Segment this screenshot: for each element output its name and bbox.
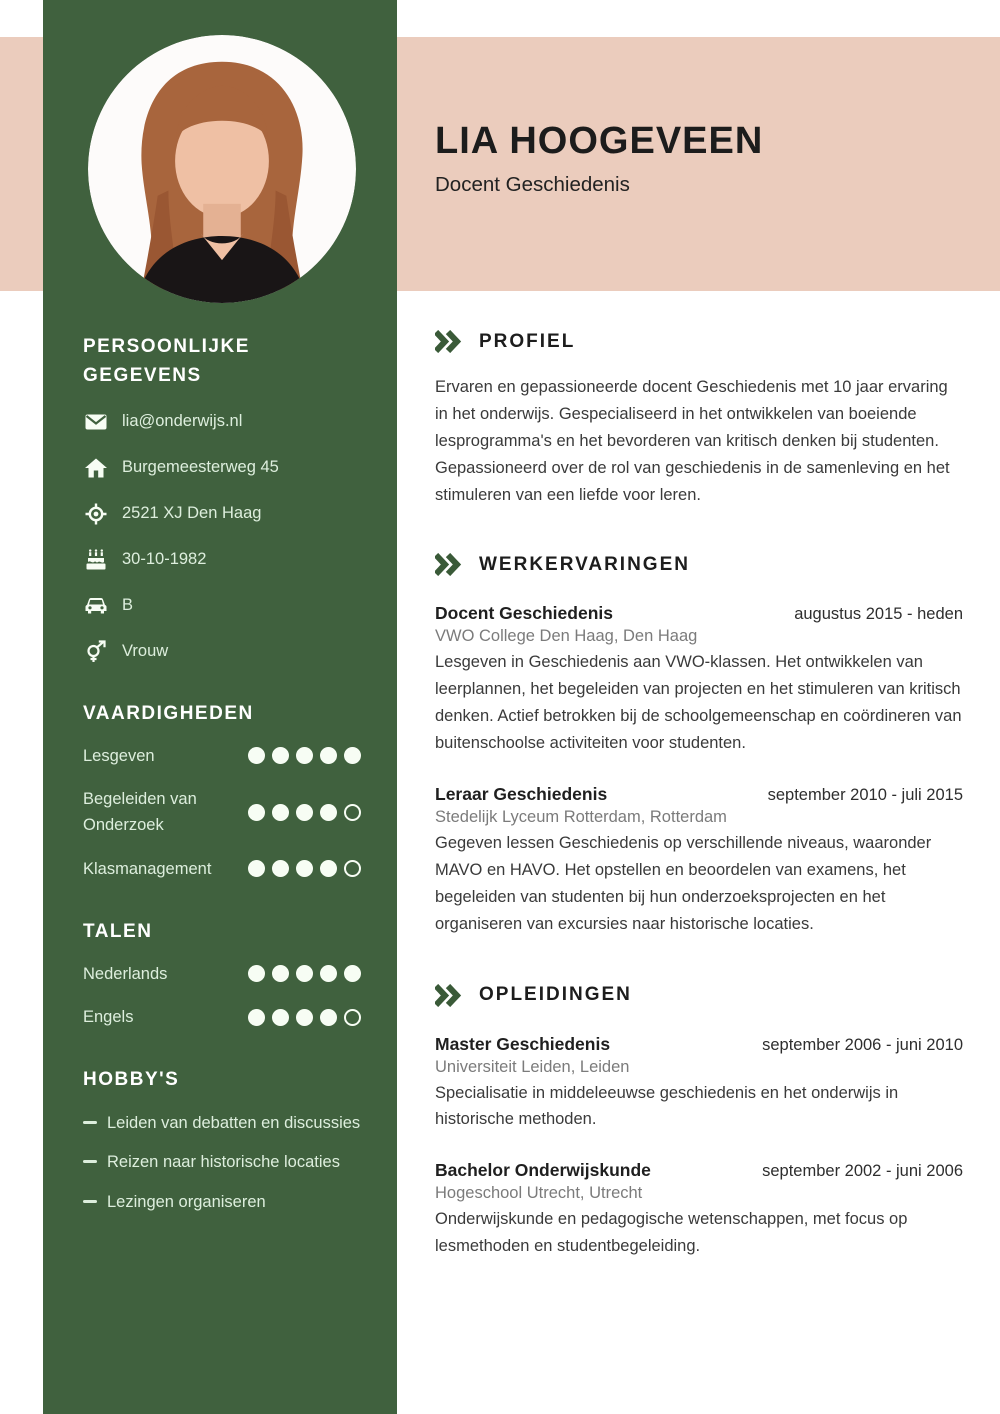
entry-header (435, 1160, 963, 1181)
education-section (435, 984, 963, 1261)
entry-header (435, 603, 963, 624)
rating-dot-filled (272, 965, 289, 982)
education-heading: OPLEIDINGEN (479, 984, 632, 1006)
rating-dot-filled (272, 747, 289, 764)
language-row (83, 961, 361, 987)
profile-section (435, 330, 963, 508)
hobby-label: Leiden van debatten en discussies (107, 1113, 361, 1132)
rating-dot-filled (272, 1009, 289, 1026)
hobby-label: Lezingen organiseren (107, 1192, 266, 1211)
profile-text: Ervaren en gepassioneerde docent Geschiedenis met 10 jaar ervaring in het onderwijs. Gespecialiseerd in het ontwikkelen van boeiende lesprogramma's en het bevorderen van kritisch denken bij studenten. Gepassioneerd over de rol van geschiedenis in de samenleving en het stimuleren van een liefde voor leren. (435, 378, 950, 504)
sidebar (43, 0, 397, 1414)
birthday-cake-icon (83, 547, 109, 573)
entry-title: Bachelor Onderwijskunde (435, 1160, 651, 1181)
entry-organization: Hogeschool Utrecht, Utrecht (435, 1184, 643, 1203)
education-entry (435, 1034, 963, 1134)
skill-rating (248, 804, 361, 821)
languages-heading: TALEN (83, 921, 153, 943)
rating-dot-filled (296, 747, 313, 764)
birthdate-value: 30-10-1982 (122, 550, 207, 568)
contact-item-license (83, 590, 361, 621)
language-rating (248, 1009, 361, 1026)
rating-dot-filled (320, 965, 337, 982)
rating-dot-filled (344, 747, 361, 764)
rating-dot-filled (248, 804, 265, 821)
header (435, 120, 965, 197)
profile-section-header (435, 330, 963, 353)
job-title: Docent Geschiedenis (435, 172, 630, 196)
entry-title: Master Geschiedenis (435, 1033, 611, 1054)
rating-dot-filled (320, 1009, 337, 1026)
experience-section-header (435, 553, 963, 576)
dash-bullet-icon (83, 1121, 97, 1124)
skill-rating (248, 860, 361, 877)
gender-value: Vrouw (122, 642, 169, 660)
entry-organization: Stedelijk Lyceum Rotterdam, Rotterdam (435, 808, 727, 827)
entry-description: Gegeven lessen Geschiedenis op verschillende niveaus, waaronder MAVO en HAVO. Het opstellen en beoordelen van examens, het begeleiden van studenten bij hun onderzoeksprojecten en het organiseren van excursies naar historische locaties. (435, 834, 932, 933)
entry-period: september 2010 - juli 2015 (767, 786, 963, 805)
entry-title: Leraar Geschiedenis (435, 784, 608, 805)
address-value: Burgemeesterweg 45 (122, 458, 279, 476)
contact-item-address (83, 452, 361, 483)
skill-row (83, 743, 361, 769)
rating-dot-filled (344, 965, 361, 982)
skills-section (83, 700, 361, 882)
double-chevron-icon (435, 330, 462, 353)
profile-heading: PROFIEL (479, 330, 576, 352)
entry-description: Specialisatie in middeleeuwse geschiedenis en het onderwijs in historische methoden. (435, 1083, 899, 1129)
rating-dot-filled (296, 860, 313, 877)
skill-row (83, 856, 361, 882)
contact-item-gender (83, 636, 361, 667)
hobby-item (83, 1111, 361, 1137)
entry-header (435, 784, 963, 805)
rating-dot-filled (296, 1009, 313, 1026)
experience-section (435, 553, 963, 937)
email-value: lia@onderwijs.nl (122, 412, 243, 430)
home-icon (83, 455, 109, 481)
dash-bullet-icon (83, 1160, 97, 1163)
rating-dot-empty (344, 860, 361, 877)
hobby-item (83, 1150, 361, 1176)
entry-period: augustus 2015 - heden (794, 605, 963, 624)
envelope-icon (83, 409, 109, 435)
rating-dot-filled (272, 804, 289, 821)
contact-item-birthdate (83, 544, 361, 575)
double-chevron-icon (435, 553, 462, 576)
person-name: LIA HOOGEVEEN (435, 120, 764, 162)
license-value: B (122, 596, 134, 614)
languages-section (83, 918, 361, 1030)
entry-organization: Universiteit Leiden, Leiden (435, 1057, 630, 1076)
skill-label: Begeleiden van Onderzoek (83, 789, 197, 835)
education-section-header (435, 984, 963, 1007)
hobbies-section (83, 1066, 361, 1215)
skill-rating (248, 747, 361, 764)
hobbies-heading: HOBBY'S (83, 1069, 180, 1091)
language-label: Nederlands (83, 964, 168, 983)
experience-entry (435, 603, 963, 757)
rating-dot-filled (248, 1009, 265, 1026)
contact-item-city (83, 498, 361, 529)
rating-dot-filled (248, 965, 265, 982)
gender-icon (83, 639, 109, 665)
rating-dot-filled (320, 747, 337, 764)
language-label: Engels (83, 1007, 134, 1026)
location-icon (83, 501, 109, 527)
rating-dot-filled (272, 860, 289, 877)
car-icon (83, 593, 109, 619)
rating-dot-filled (248, 747, 265, 764)
rating-dot-filled (296, 804, 313, 821)
rating-dot-filled (248, 860, 265, 877)
entry-description: Onderwijskunde en pedagogische wetenschappen, met focus op lesmethoden en studentbegeleiding. (435, 1210, 908, 1256)
contact-item-email (83, 406, 361, 437)
hobby-item (83, 1190, 361, 1216)
contact-list (83, 406, 361, 667)
rating-dot-empty (344, 804, 361, 821)
dash-bullet-icon (83, 1200, 97, 1203)
experience-entry (435, 784, 963, 938)
main-column (435, 330, 963, 1260)
skills-heading: VAARDIGHEDEN (83, 703, 254, 724)
language-row (83, 1004, 361, 1030)
experience-heading: WERKERVARINGEN (479, 553, 690, 575)
education-entry (435, 1160, 963, 1260)
hobby-list (83, 1111, 361, 1216)
personal-details-heading: PERSOONLIJKE GEGEVENS (83, 336, 250, 386)
language-rating (248, 965, 361, 982)
entry-period: september 2002 - juni 2006 (762, 1162, 963, 1181)
rating-dot-filled (320, 804, 337, 821)
rating-dot-filled (320, 860, 337, 877)
skill-label: Klasmanagement (83, 859, 212, 878)
skill-row (83, 786, 361, 839)
entry-organization: VWO College Den Haag, Den Haag (435, 627, 698, 646)
rating-dot-filled (296, 965, 313, 982)
entry-title: Docent Geschiedenis (435, 603, 613, 624)
rating-dot-empty (344, 1009, 361, 1026)
entry-period: september 2006 - juni 2010 (762, 1035, 963, 1054)
entry-description: Lesgeven in Geschiedenis aan VWO-klassen. Het ontwikkelen van leerplannen, het begeleiden van projecten en het stimuleren van kritisch denken. Actief betrokken bij de schoolgemeenschap en coördineren van buitenschoolse activiteiten voor studenten. (435, 653, 962, 753)
city-value: 2521 XJ Den Haag (122, 504, 262, 522)
skill-label: Lesgeven (83, 746, 155, 765)
hobby-label: Reizen naar historische locaties (107, 1153, 340, 1172)
personal-details-section (83, 333, 361, 667)
entry-header (435, 1034, 963, 1055)
double-chevron-icon (435, 984, 462, 1007)
profile-photo (88, 35, 356, 303)
